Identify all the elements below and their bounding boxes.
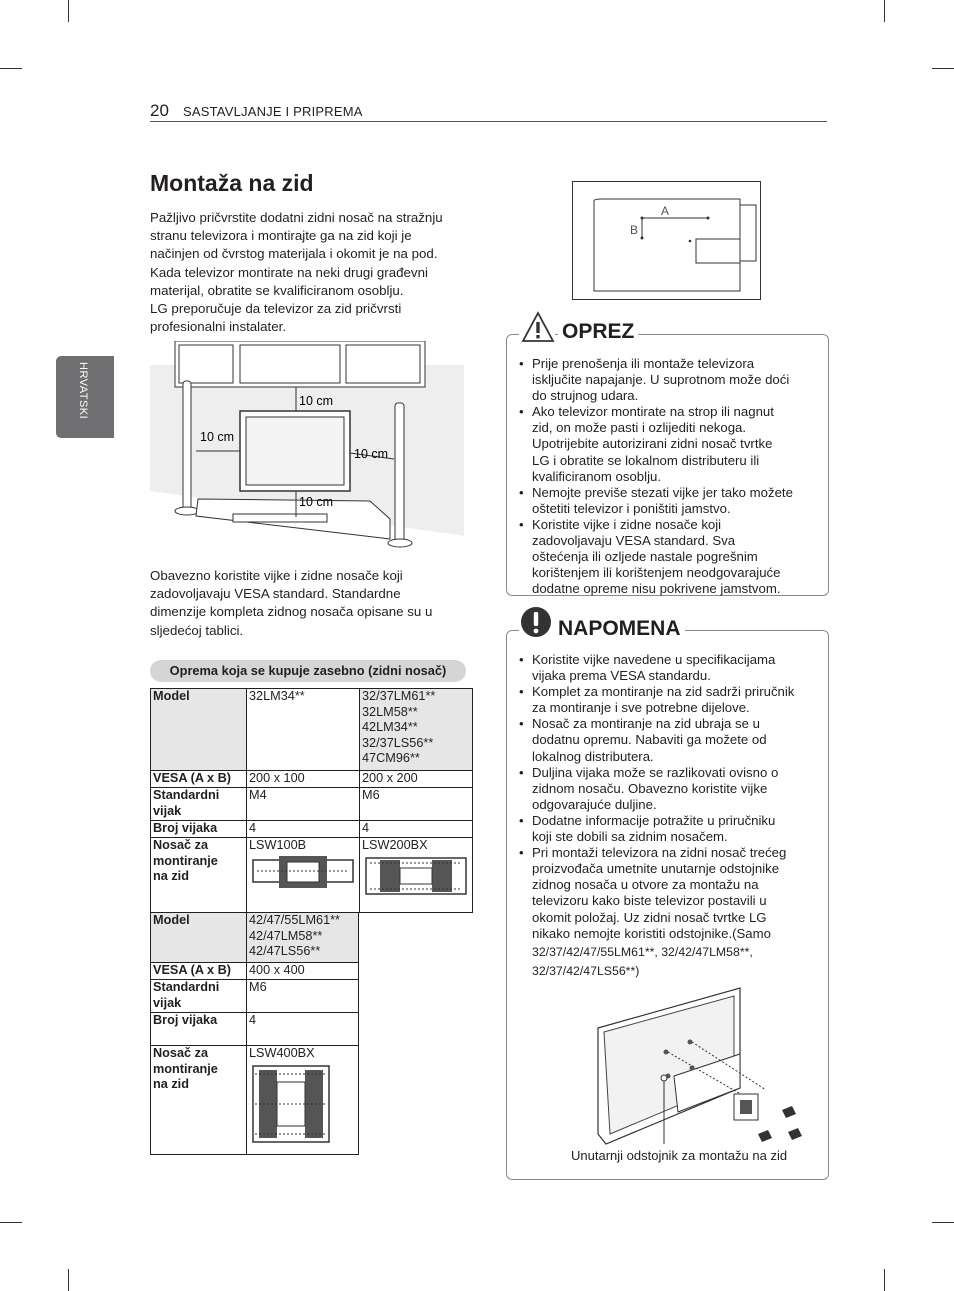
table-row: Broj vijaka 4: [151, 1013, 359, 1046]
clearance-label-top: 10 cm: [299, 394, 334, 408]
spacer-caption: Unutarnji odstojnik za montažu na zid: [571, 1148, 788, 1163]
list-item: • Koristite vijke i zidne nosače koji zadovoljavaju VESA standard. Sva oštećenja ili ozljede nastale pogrešnim korištenjem ili korištenjem neodgovarajuće dodatne opreme nisu pokrivene jamstvom.: [519, 517, 819, 597]
language-tab: HRVATSKI: [56, 356, 114, 438]
spec-table-1: [150, 688, 473, 913]
crop-mark: [932, 68, 954, 69]
vesa-ab-diagram: [572, 181, 761, 301]
table-row: Broj vijaka 4 4: [151, 821, 473, 838]
list-item: • Koristite vijke navedene u specifikacijama vijaka prema VESA standardu.: [519, 652, 821, 684]
note-title: NAPOMENA: [554, 617, 685, 641]
crop-mark: [68, 1269, 69, 1291]
bracket-lsw100b-image: [249, 854, 357, 894]
table-row: VESA (A x B) 200 x 100 200 x 200: [151, 771, 473, 788]
table-row: Model 32LM34** 32/37LM61** 32LM58** 42LM34** 32/37LS56** 47CM96**: [151, 689, 473, 771]
list-item: • Prije prenošenja ili montaže televizora isključite napajanje. U suprotnom može doći do strujnog udara.: [519, 356, 819, 404]
caution-list: [519, 356, 819, 597]
page-title: Montaža na zid: [150, 170, 314, 196]
table-row: Model 42/47/55LM61** 42/47LM58** 42/47LS56**: [151, 913, 359, 963]
page-number: 20: [150, 101, 169, 120]
header-rule: [150, 121, 827, 122]
clearance-diagram: [150, 341, 464, 556]
exclamation-circle-icon: [520, 606, 552, 638]
bracket-lsw400bx-image: [249, 1062, 333, 1146]
crop-mark: [68, 0, 69, 22]
caution-title: OPREZ: [558, 320, 638, 344]
section-title: SASTAVLJANJE I PRIPREMA: [183, 104, 363, 119]
crop-mark: [884, 0, 885, 22]
clearance-label-left: 10 cm: [200, 430, 235, 444]
table-heading: Oprema koja se kupuje zasebno (zidni nosač): [150, 660, 466, 682]
table-row: VESA (A x B) 400 x 400: [151, 963, 359, 980]
crop-mark: [884, 1269, 885, 1291]
intro-paragraph: Pažljivo pričvrstite dodatni zidni nosač na stražnju stranu televizora i montirajte ga na zid koji je načinjen od čvrstog materijala i okomit je na pod. Kada televizor montirate na neki drugi građevni materijal, obratite se kvalificiranom osoblju. LG preporučuje da televizor za zid pričvrsti profesionalni instalater.: [150, 210, 443, 335]
table-row: Standardni vijak M4 M6: [151, 788, 473, 821]
table-row: Nosač za montiranje na zid LSW400BX: [151, 1046, 359, 1155]
list-item: • Dodatne informacije potražite u priručniku koji ste dobili sa zidnim nosačem.: [519, 813, 821, 845]
list-item: • Ako televizor montirate na strop ili nagnut zid, on može pasti i ozlijediti nekoga. Upotrijebite autorizirani zidni nosač tvrtke LG i obratite se lokalnom distributeru ili kvalificiranom osoblju.: [519, 404, 819, 484]
table-row: Nosač za montiranje na zid LSW100B LSW200BX: [151, 838, 473, 913]
list-item: • Komplet za montiranje na zid sadrži priručnik za montiranje i sve potrebne dijelove.: [519, 684, 821, 716]
bracket-lsw200bx-image: [362, 854, 470, 898]
list-item: • Nosač za montiranje na zid ubraja se u dodatnu opremu. Nabaviti ga možete od lokalnog distributera.: [519, 716, 821, 764]
note-list: [519, 652, 821, 980]
list-item: • Nemojte previše stezati vijke jer tako možete oštetiti televizor i poništiti jamstvo.: [519, 485, 819, 517]
dimension-b-label: B: [630, 223, 639, 237]
clearance-label-bottom: 10 cm: [299, 495, 334, 509]
clearance-label-right: 10 cm: [354, 447, 389, 461]
crop-mark: [0, 68, 22, 69]
warning-triangle-icon: [521, 311, 555, 343]
tv-back-spacer-illustration: [594, 984, 806, 1146]
list-item: • Duljina vijaka može se razlikovati ovisno o zidnom nosaču. Obavezno koristite vijke odgovarajuće duljine.: [519, 765, 821, 813]
vesa-paragraph: Obavezno koristite vijke i zidne nosače koji zadovoljavaju VESA standard. Standardne dimenzije kompleta zidnog nosača opisane su u sljedećoj tablici.: [150, 568, 433, 638]
spec-table-2: [150, 912, 359, 1155]
dimension-a-label: A: [661, 204, 670, 218]
crop-mark: [0, 1222, 22, 1223]
crop-mark: [932, 1222, 954, 1223]
table-row: Standardni vijak M6: [151, 980, 359, 1013]
list-item: • Pri montaži televizora na zidni nosač trećeg proizvođača umetnite unutarnje odstojnike zidnog nosača u otvore za montažu na televizoru kako biste televizor postavili u okomit položaj. Uz zidni nosač tvrtke LG nikako nemojte koristiti odstojnike.(Samo 32/37/42/47/55LM61**, 32/42/47LM58**, 32/37/42/47LS56**): [519, 845, 821, 980]
